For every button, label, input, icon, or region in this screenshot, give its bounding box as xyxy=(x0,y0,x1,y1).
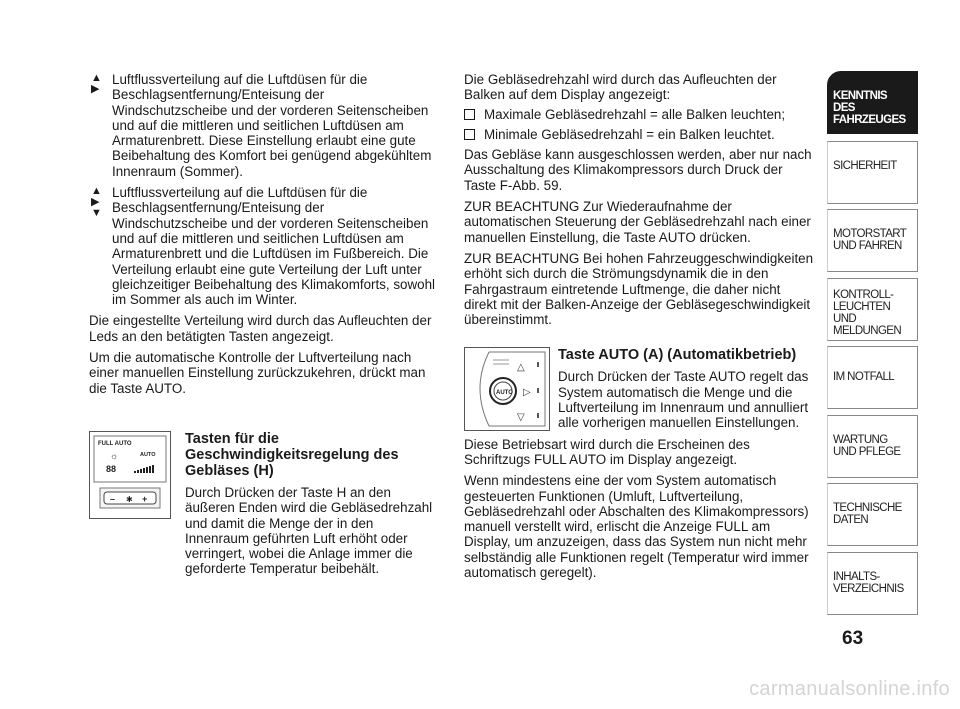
full-auto-label: FULL AUTO xyxy=(98,440,132,447)
minus-label: – xyxy=(110,493,116,504)
checkbox-square-icon xyxy=(464,129,475,140)
tab-label: UND FAHREN xyxy=(833,240,902,252)
tab-label: MOTORSTART xyxy=(833,228,907,240)
paragraph: Um die automatische Kontrolle der Luftverteilung nach einer manuellen Einstellung zurückzukehren, drückt man die Taste AUTO. xyxy=(89,350,426,396)
tab-label: UND MELDUNGEN xyxy=(833,313,902,337)
tab-label: KONTROLL- xyxy=(833,289,894,301)
left-column xyxy=(89,72,441,583)
tab-label: WARTUNG xyxy=(833,434,888,446)
tab-kontrollleuchten[interactable] xyxy=(827,278,918,341)
svg-text:△: △ xyxy=(517,362,525,374)
tab-inhaltsverzeichnis[interactable] xyxy=(827,552,918,615)
fan-speed-button-figure xyxy=(89,431,171,519)
svg-text:☼: ☼ xyxy=(110,450,119,461)
airflow-arrows-icon: ▲ ▶ ▼ xyxy=(91,185,102,220)
tab-wartung[interactable] xyxy=(827,415,918,478)
auto-label: AUTO xyxy=(140,451,156,458)
tab-sicherheit[interactable] xyxy=(827,141,918,204)
tab-label: KENNTNIS xyxy=(833,90,887,102)
checklist-item xyxy=(464,127,814,142)
fan-speed-heading: Tasten für die Geschwindigkeitsregelung des Gebläses (H) xyxy=(185,430,399,479)
tab-label: INHALTS- xyxy=(833,571,880,583)
tab-label: LEUCHTEN xyxy=(833,301,891,313)
tab-im-notfall[interactable] xyxy=(827,346,918,409)
paragraph: Das Gebläse kann ausgeschlossen werden, aber nur nach Ausschaltung des Klimakompressors durch Druck der Taste F-Abb. 59. xyxy=(464,147,812,193)
paragraph: ZUR BEACHTUNG Zur Wiederaufnahme der automatischen Steuerung der Gebläsedrehzahl nach einer manuellen Einstellung, die Taste AUTO drücken. xyxy=(464,199,811,245)
auto-button-section xyxy=(464,347,814,430)
tab-label: DES FAHRZEUGES xyxy=(833,102,906,126)
svg-text:88: 88 xyxy=(106,463,117,474)
tab-label: VERZEICHNIS xyxy=(833,583,904,595)
auto-label: AUTO xyxy=(496,390,513,397)
right-column xyxy=(464,72,814,586)
svg-text:▽: ▽ xyxy=(517,412,525,424)
tab-technische-daten[interactable] xyxy=(827,483,918,546)
airflow-arrows-icon: ▲ ▶ xyxy=(91,72,102,95)
svg-text:▷: ▷ xyxy=(523,387,531,399)
tab-label: UND PFLEGE xyxy=(833,446,901,458)
checkbox-square-icon xyxy=(464,109,475,120)
paragraph: Durch Drücken der Taste AUTO regelt das System automatisch die Menge und die Luftverteilung im Innenraum und annulliert alle vorherigen manuellen Einstellungen. xyxy=(558,369,809,431)
paragraph: Diese Betriebsart wird durch die Erscheinen des Schriftzugs FULL AUTO im Display angezeigt. xyxy=(464,436,750,467)
page-number: 63 xyxy=(842,628,864,649)
distribution-bullet-1 xyxy=(89,72,441,179)
paragraph: Die Gebläsedrehzahl wird durch das Aufleuchten der Balken auf dem Display angezeigt: xyxy=(464,72,777,103)
auto-button-figure xyxy=(464,347,550,431)
auto-button-heading: Taste AUTO (A) (Automatikbetrieb) xyxy=(558,347,797,364)
tab-label: TECHNISCHE xyxy=(833,502,902,514)
svg-text:✱: ✱ xyxy=(126,494,133,504)
checklist-item xyxy=(464,107,814,122)
plus-label: + xyxy=(142,493,148,504)
tab-kenntnis[interactable] xyxy=(827,71,918,134)
distribution-bullet-2 xyxy=(89,185,441,307)
tab-motorstart[interactable] xyxy=(827,209,918,272)
bullet-text: Luftflussverteilung auf die Luftdüsen für die Beschlagsentfernung/Enteisung der Windschutzscheibe und der vorderen Seitenscheiben und auf die mittleren und seitlichen Luftdüsen am Armaturenbrett. Diese Einstellung erlaubt eine gute Beibehaltung des Komfort bei genügend abgekühltem Innenraum (Sommer). xyxy=(112,72,432,179)
paragraph: Wenn mindestens eine der vom System automatisch gesteuerten Funktionen (Umluft, Luftverteilung, Gebläsedrehzahl oder Abschalten des Klimakompressors) manuell verstellt wird, erlischt die Anzeige FULL am Display, um anzuzeigen, dass das System nun nicht mehr selbständig alle Funktionen regelt (Temperatur wird immer automatisch geregelt). xyxy=(464,473,809,581)
bullet-text: Luftflussverteilung auf die Luftdüsen für die Beschlagsentfernung/Enteisung der Windschutzscheibe und der vorderen Seitenscheiben und auf die mittleren und seitlichen Luftdüsen am Armaturenbrett und die Luftdüsen im Fußbereich. Die Verteilung erlaubt eine gute Verteilung der Luft unter gleichzeitiger Beibehaltung des Klimakomforts, sowohl im Sommer als auch im Winter. xyxy=(112,185,436,308)
paragraph: ZUR BEACHTUNG Bei hohen Fahrzeuggeschwindigkeiten erhöht sich durch die Strömungsdynamik die in den Fahrgastraum eintretende Luftmenge, die daher nicht direkt mit der Balken-Anzeige der Gebläsegeschwindigkeit übereinstimmt. xyxy=(464,250,814,328)
paragraph: Durch Drücken der Taste H an den äußeren Enden wird die Gebläsedrehzahl und damit die Menge der in den Innenraum geführten Luft erhöht oder verringert, wobei die Anlage immer die geforderte Temperatur beibehält. xyxy=(185,484,433,577)
tab-label: DATEN xyxy=(833,514,869,526)
check-text: Maximale Gebläsedrehzahl = alle Balken leuchten; xyxy=(484,106,786,122)
tab-label: SICHERHEIT xyxy=(833,160,897,172)
watermark: carmanualsonline.info xyxy=(749,678,950,700)
check-text: Minimale Gebläsedrehzahl = ein Balken leuchtet. xyxy=(484,126,775,142)
fan-speed-section xyxy=(89,431,441,577)
paragraph: Die eingestellte Verteilung wird durch das Aufleuchten der Leds an den betätigten Tasten angezeigt. xyxy=(89,313,432,344)
tab-label: IM NOTFALL xyxy=(833,371,895,383)
